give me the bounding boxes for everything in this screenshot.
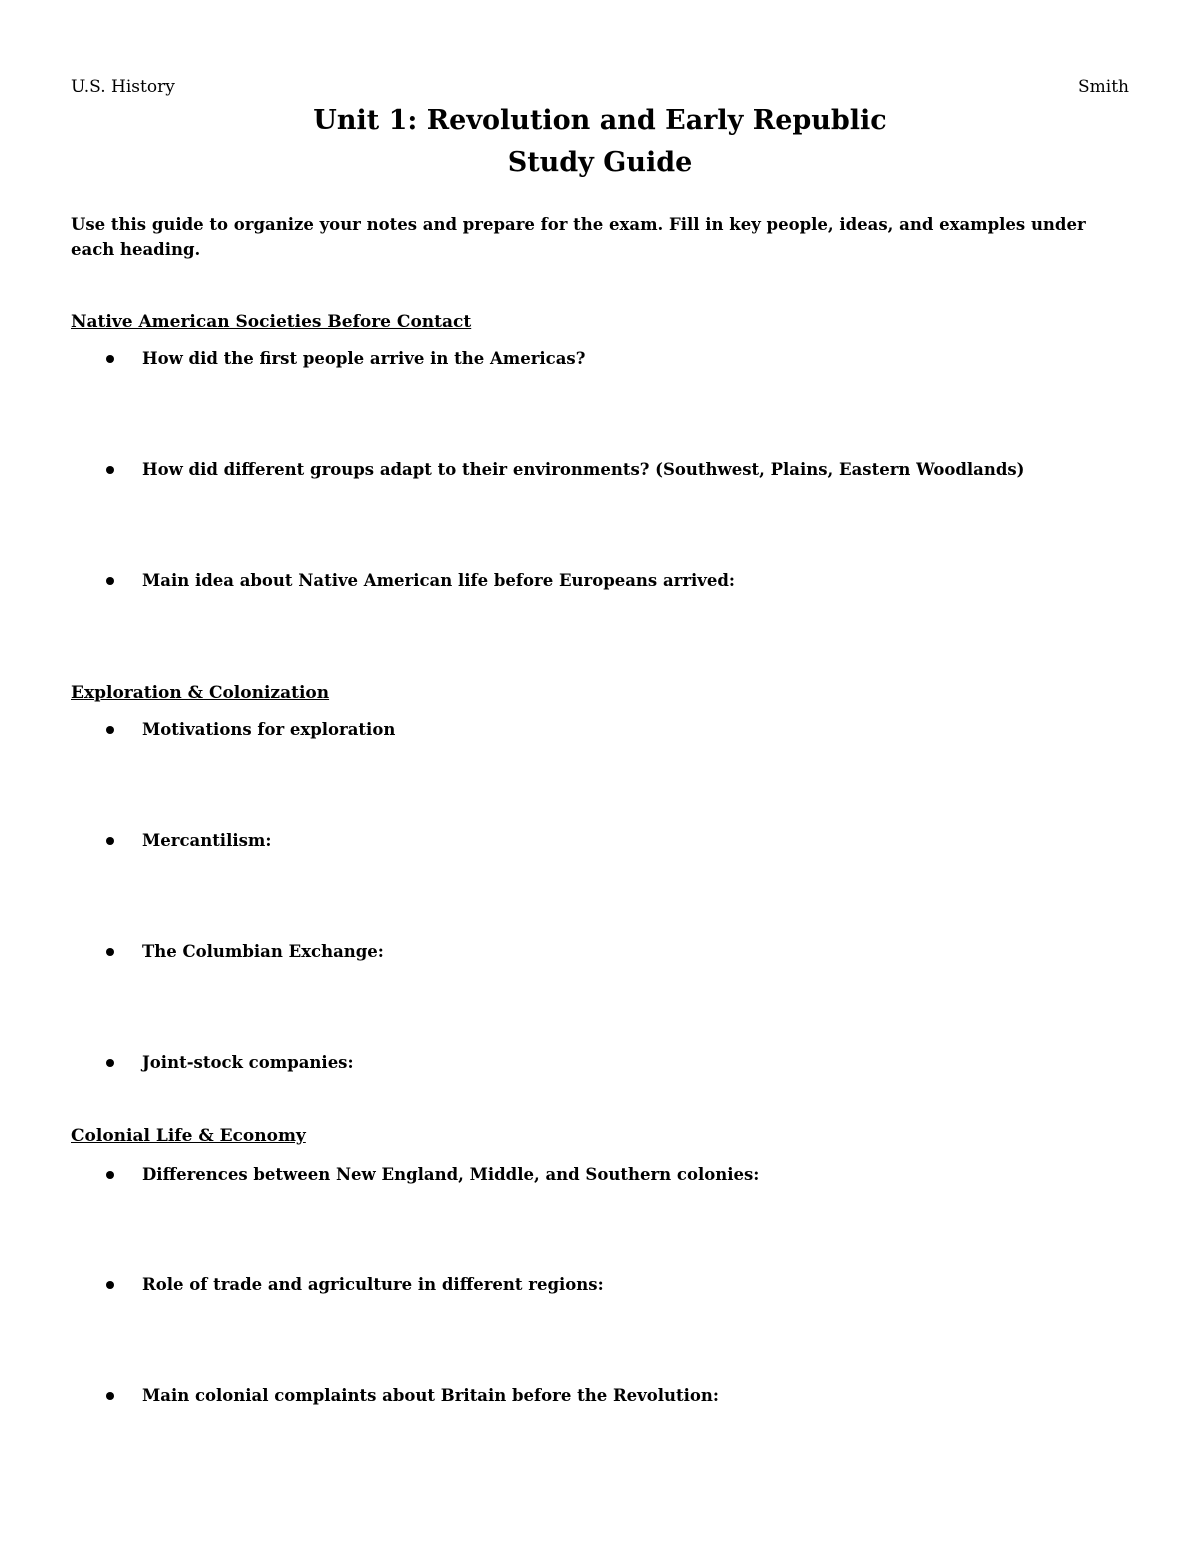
section-heading-colonial-life: Colonial Life & Economy	[71, 1126, 306, 1146]
list-item-text: How did the first people arrive in the Americas?	[142, 349, 586, 368]
list-item-text: How did different groups adapt to their environments? (Southwest, Plains, Eastern Woodlands)	[142, 460, 1025, 479]
bullet-icon	[106, 837, 114, 845]
bullet-icon	[106, 1281, 114, 1289]
teacher-name: Smith	[1078, 77, 1129, 97]
bullet-icon	[106, 1059, 114, 1067]
section-heading-native-american: Native American Societies Before Contact	[71, 312, 472, 332]
section-heading-exploration: Exploration & Colonization	[71, 683, 330, 703]
page-subtitle: Study Guide	[507, 147, 693, 178]
bullet-icon	[106, 1171, 114, 1179]
list-item-text: Joint-stock companies:	[142, 1053, 354, 1072]
intro-text: Use this guide to organize your notes and prepare for the exam. Fill in key people, ideas, and examples under each heading.	[71, 215, 1086, 259]
list-item-text: Role of trade and agriculture in different regions:	[142, 1275, 604, 1294]
bullet-icon	[106, 726, 114, 734]
bullet-icon	[106, 355, 114, 363]
list-item-text: Motivations for exploration	[142, 720, 396, 739]
bullet-icon	[106, 466, 114, 474]
list-item-text: Main idea about Native American life before Europeans arrived:	[142, 571, 736, 590]
list-item-text: The Columbian Exchange:	[142, 942, 384, 961]
list-item-text: Differences between New England, Middle, and Southern colonies:	[142, 1165, 760, 1184]
bullet-icon	[106, 948, 114, 956]
bullet-icon	[106, 1392, 114, 1400]
bullet-icon	[106, 577, 114, 585]
list-item-text: Mercantilism:	[142, 831, 272, 850]
list-item-text: Main colonial complaints about Britain before the Revolution:	[142, 1386, 719, 1405]
page-title: Unit 1: Revolution and Early Republic	[313, 105, 887, 136]
course-name: U.S. History	[71, 77, 175, 97]
